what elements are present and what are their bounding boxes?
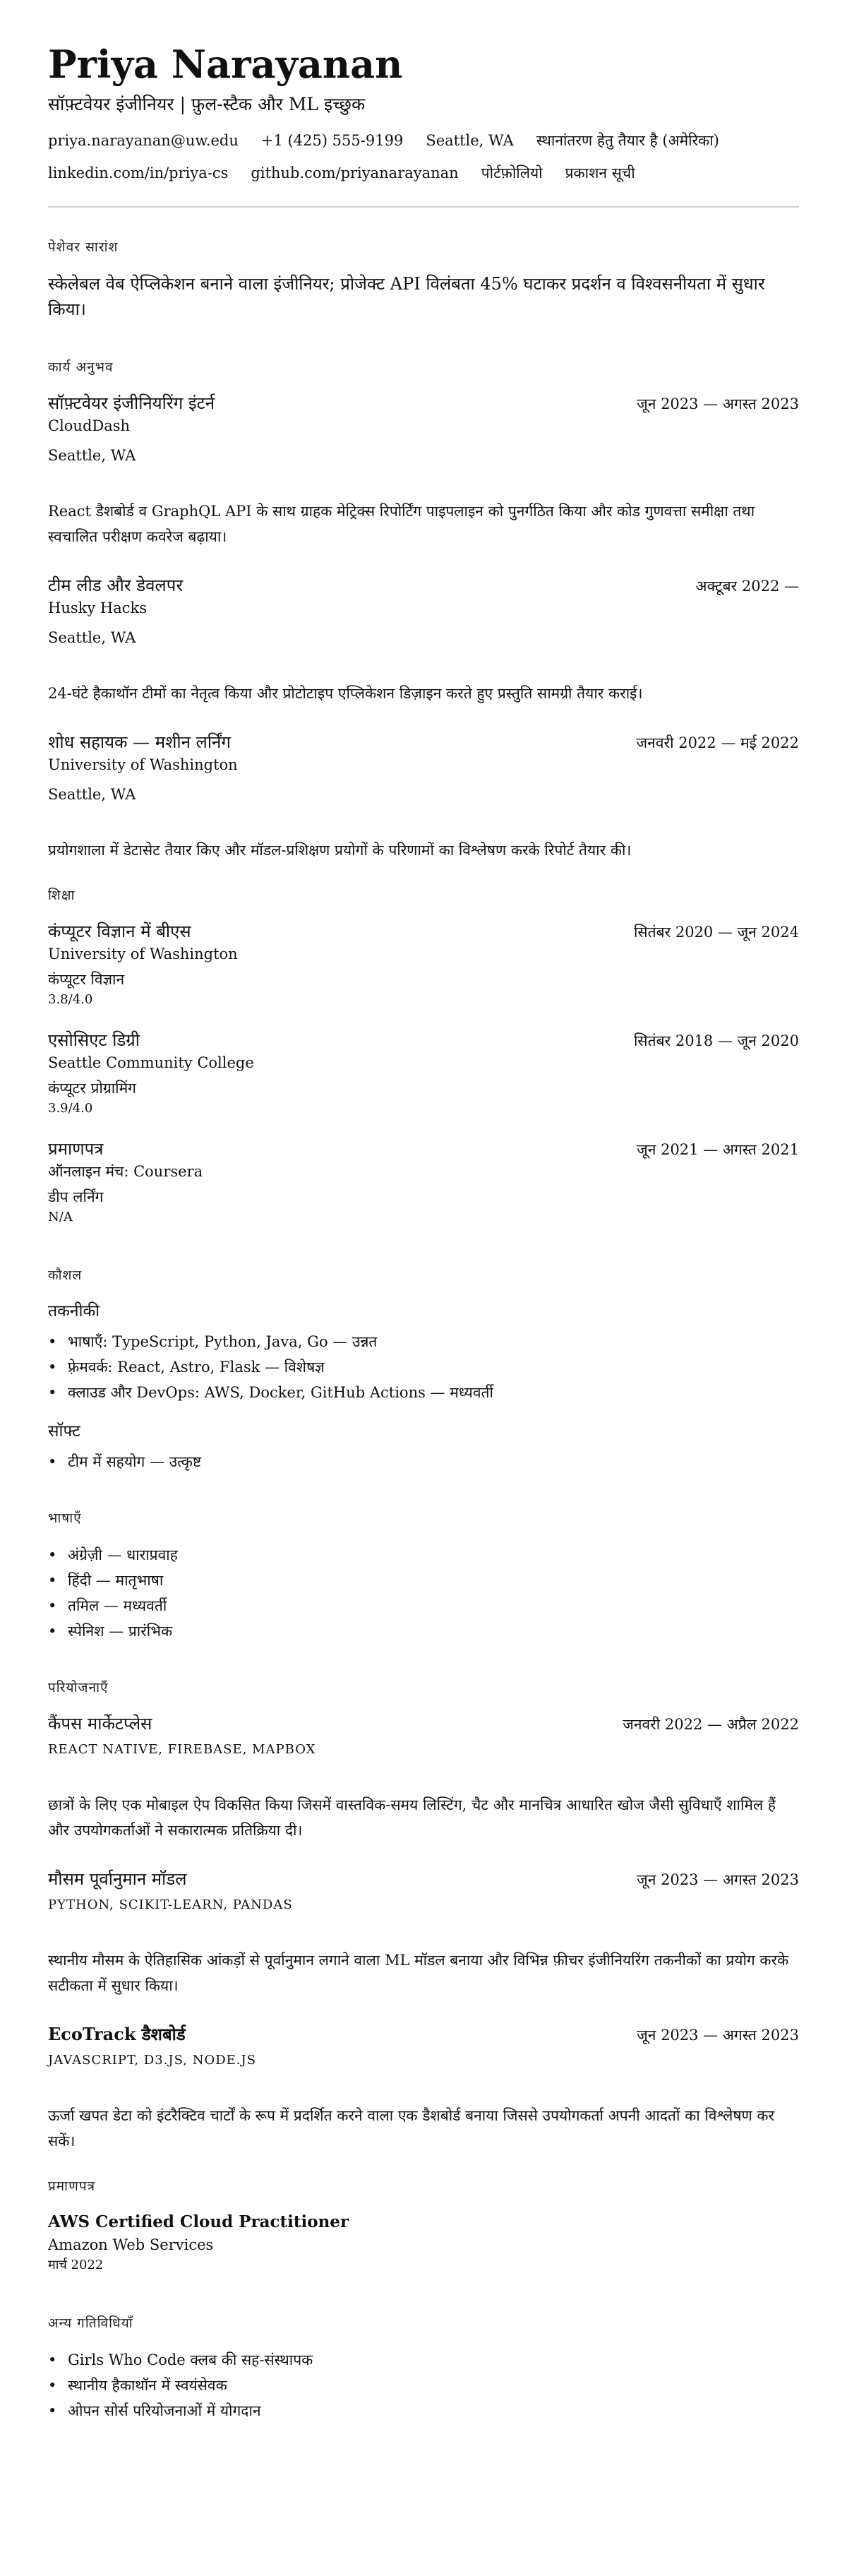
job-company: CloudDash	[48, 417, 131, 434]
experience-item	[48, 391, 799, 549]
language-text: स्पेनिश — प्रारंभिक	[68, 1623, 173, 1640]
skills-group-technical: तकनीकी	[48, 1302, 100, 1320]
skill-text: फ़्रेमवर्क: React, Astro, Flask — विशेषज्ञ	[68, 1359, 325, 1376]
degree-title: एसोसिएट डिग्री	[48, 1030, 140, 1050]
school-name: University of Washington	[48, 946, 238, 962]
contact-row-primary	[48, 130, 799, 151]
experience-item	[48, 730, 799, 863]
publications-link[interactable]: प्रकाशन सूची	[565, 165, 635, 181]
skills-group-soft: सॉफ्ट	[48, 1422, 80, 1441]
activities-list	[48, 2347, 799, 2423]
field-of-study: कंप्यूटर प्रोग्रामिंग	[48, 1080, 136, 1097]
project-item	[48, 2022, 799, 2154]
job-location: Seattle, WA	[48, 786, 136, 803]
project-description: स्थानीय मौसम के ऐतिहासिक आंकड़ों से पूर्वानुमान लगाने वाला ML मॉडल बनाया और विभिन्न फ़ीचर इंजीनियरिंग तकनीकों का प्रयोग करके सटीकता में सुधार किया।	[48, 1952, 789, 1994]
language-text: हिंदी — मातृभाषा	[68, 1572, 164, 1589]
job-role: शोध सहायक — मशीन लर्निंग	[48, 732, 231, 752]
headline: सॉफ़्टवेयर इंजीनियर | फ़ुल-स्टैक और ML इच्छुक	[48, 94, 366, 114]
list-item: • फ़्रेमवर्क: React, Astro, Flask — विशेषज्ञ	[48, 1359, 325, 1376]
portfolio-link[interactable]: पोर्टफ़ोलियो	[481, 165, 543, 181]
location-text: Seattle, WA	[426, 132, 514, 149]
project-name: मौसम पूर्वानुमान मॉडल	[48, 1869, 187, 1889]
activity-text: ओपन सोर्स परियोजनाओं में योगदान	[68, 2402, 261, 2419]
education-item	[48, 919, 799, 1010]
section-title-certifications: प्रमाणपत्र	[48, 2178, 96, 2194]
skill-text: भाषाएँ: TypeScript, Python, Java, Go — उन्नत	[68, 1333, 378, 1350]
project-dates: जून 2023 — अगस्त 2023	[637, 1871, 799, 1888]
section-title-skills: कौशल	[48, 1268, 83, 1283]
section-title-experience: कार्य अनुभव	[48, 359, 114, 375]
job-location: Seattle, WA	[48, 629, 136, 646]
linkedin-link[interactable]: linkedin.com/in/priya-cs	[48, 165, 229, 181]
email-link[interactable]: priya.narayanan@uw.edu	[48, 132, 239, 149]
language-text: तमिल — मध्यवर्ती	[68, 1597, 167, 1614]
school-name: ऑनलाइन मंच: Coursera	[48, 1163, 203, 1180]
job-description: 24-घंटे हैकाथॉन टीमों का नेतृत्व किया और प्रोटोटाइप एप्लिकेशन डिज़ाइन करते हुए प्रस्तुति सामग्री तैयार कराई।	[48, 685, 643, 702]
section-title-languages: भाषाएँ	[48, 1510, 82, 1526]
list-item: • स्पेनिश — प्रारंभिक	[48, 1623, 173, 1640]
project-tech: PYTHON, SCIKIT-LEARN, PANDAS	[48, 1897, 293, 1912]
list-item: • Girls Who Code क्लब की सह-संस्थापक	[48, 2351, 313, 2368]
activity-text: स्थानीय हैकाथॉन में स्वयंसेवक	[68, 2377, 227, 2394]
education-dates: सितंबर 2020 — जून 2024	[633, 924, 799, 941]
list-item: • टीम में सहयोग — उत्कृष्ट	[48, 1453, 202, 1470]
list-item: • अंग्रेज़ी — धाराप्रवाह	[48, 1546, 178, 1563]
job-role: टीम लीड और डेवलपर	[48, 576, 184, 595]
project-tech: REACT NATIVE, FIREBASE, MAPBOX	[48, 1742, 316, 1757]
list-item: • तमिल — मध्यवर्ती	[48, 1597, 167, 1614]
project-description: ऊर्जा खपत डेटा को इंटरैक्टिव चार्टों के रूप में प्रदर्शित करने वाला एक डैशबोर्ड बनाया जिससे उपयोगकर्ता अपनी आदतों का विश्लेषण कर सकें।	[48, 2107, 775, 2149]
school-name: Seattle Community College	[48, 1054, 254, 1071]
list-item: • हिंदी — मातृभाषा	[48, 1572, 164, 1589]
certification-issuer: Amazon Web Services	[48, 2236, 214, 2253]
field-of-study: कंप्यूटर विज्ञान	[48, 971, 125, 988]
section-title-activities: अन्य गतिविधियाँ	[48, 2315, 133, 2331]
list-item: • ओपन सोर्स परियोजनाओं में योगदान	[48, 2402, 261, 2419]
contact-row-links	[48, 162, 799, 184]
education-dates: जून 2021 — अगस्त 2021	[637, 1141, 799, 1158]
gpa: 3.9/4.0	[48, 1101, 93, 1116]
job-company: Husky Hacks	[48, 600, 147, 616]
experience-item	[48, 573, 799, 706]
languages-list	[48, 1542, 799, 1644]
degree-title: प्रमाणपत्र	[48, 1139, 104, 1159]
phone-text: +1 (425) 555-9199	[260, 132, 404, 149]
activity-text: Girls Who Code क्लब की सह-संस्थापक	[68, 2351, 313, 2368]
job-dates: जनवरी 2022 — मई 2022	[636, 734, 799, 751]
skill-text: क्लाउड और DevOps: AWS, Docker, GitHub Actions — मध्यवर्ती	[68, 1384, 493, 1401]
job-location: Seattle, WA	[48, 447, 136, 464]
job-company: University of Washington	[48, 756, 238, 773]
skill-text: टीम में सहयोग — उत्कृष्ट	[68, 1453, 202, 1470]
degree-title: कंप्यूटर विज्ञान में बीएस	[48, 922, 191, 941]
candidate-name: Priya Narayanan	[48, 42, 403, 87]
job-dates: अक्टूबर 2022 —	[695, 578, 799, 595]
list-item: • भाषाएँ: TypeScript, Python, Java, Go — उन्नत	[48, 1333, 378, 1350]
certification-date: मार्च 2022	[48, 2258, 104, 2272]
certification-name: AWS Certified Cloud Practitioner	[48, 2212, 349, 2231]
section-title-education: शिक्षा	[48, 888, 76, 903]
technical-skills-list	[48, 1329, 799, 1405]
job-description: प्रयोगशाला में डेटासेट तैयार किए और मॉडल-प्रशिक्षण प्रयोगों के परिणामों का विश्लेषण करके रिपोर्ट तैयार की।	[48, 842, 632, 859]
summary-text: स्केलेबल वेब ऐप्लिकेशन बनाने वाला इंजीनियर; प्रोजेक्ट API विलंबता 45% घटाकर प्रदर्शन व विश्वसनीयता में सुधार किया।	[48, 274, 765, 319]
github-link[interactable]: github.com/priyanarayanan	[251, 165, 459, 181]
project-tech: JAVASCRIPT, D3.JS, NODE.JS	[48, 2053, 257, 2068]
gpa: 3.8/4.0	[48, 992, 93, 1007]
section-title-projects: परियोजनाएँ	[48, 1680, 109, 1695]
header-divider	[48, 206, 799, 208]
certification-item	[48, 2210, 799, 2275]
list-item: • स्थानीय हैकाथॉन में स्वयंसेवक	[48, 2377, 227, 2394]
job-description: React डैशबोर्ड व GraphQL API के साथ ग्राहक मेट्रिक्स रिपोर्टिंग पाइपलाइन को पुनर्गठित किया और कोड गुणवत्ता समीक्षा तथा स्वचालित परीक्षण कवरेज बढ़ाया।	[48, 503, 755, 545]
field-of-study: डीप लर्निंग	[48, 1188, 104, 1205]
project-item	[48, 1712, 799, 1843]
project-dates: जनवरी 2022 — अप्रैल 2022	[623, 1716, 799, 1733]
education-item	[48, 1028, 799, 1119]
section-title-summary: पेशेवर सारांश	[48, 239, 119, 255]
project-name: EcoTrack डैशबोर्ड	[48, 2024, 186, 2044]
work-authorization-text: स्थानांतरण हेतु तैयार है (अमेरिका)	[536, 132, 719, 149]
project-name: कैंपस मार्केटप्लेस	[48, 1714, 152, 1734]
job-role: सॉफ़्टवेयर इंजीनियरिंग इंटर्न	[48, 393, 215, 413]
job-dates: जून 2023 — अगस्त 2023	[637, 395, 799, 412]
education-item	[48, 1137, 799, 1227]
project-item	[48, 1867, 799, 1998]
project-description: छात्रों के लिए एक मोबाइल ऐप विकसित किया जिसमें वास्तविक-समय लिस्टिंग, चैट और मानचित्र आधारित खोज जैसी सुविधाएँ शामिल हैं और उपयोगकर्ताओं ने सकारात्मक प्रतिक्रिया दी।	[48, 1796, 776, 1839]
education-dates: सितंबर 2018 — जून 2020	[633, 1032, 799, 1049]
gpa: N/A	[48, 1210, 73, 1224]
soft-skills-list	[48, 1449, 799, 1474]
list-item: • क्लाउड और DevOps: AWS, Docker, GitHub Actions — मध्यवर्ती	[48, 1384, 493, 1401]
project-dates: जून 2023 — अगस्त 2023	[637, 2027, 799, 2044]
language-text: अंग्रेज़ी — धाराप्रवाह	[68, 1546, 178, 1563]
